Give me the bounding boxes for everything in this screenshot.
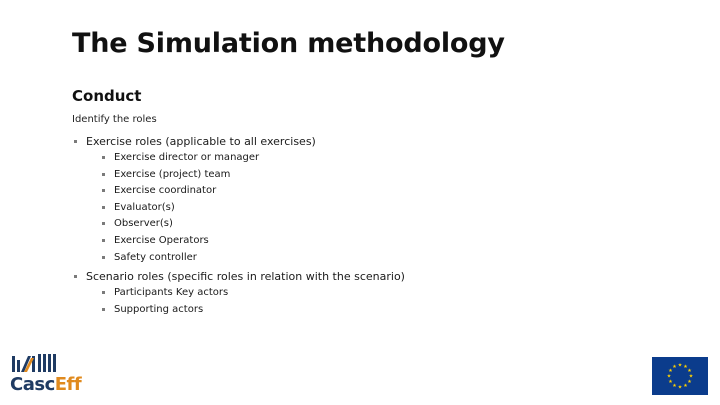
section-heading <box>72 134 316 266</box>
star-icon: ★ <box>688 373 694 380</box>
section-label: Scenario roles (specific roles in relation with the scenario) <box>86 270 405 283</box>
star-icon: ★ <box>672 383 677 390</box>
section-heading <box>72 269 405 318</box>
slide-intro: Identify the roles <box>72 114 157 125</box>
sublist <box>86 150 316 266</box>
list-item: Evaluator(s) <box>100 200 316 217</box>
list-item: Exercise coordinator <box>100 183 316 200</box>
eu-flag-icon <box>652 357 708 395</box>
eu-stars-icon <box>652 357 708 395</box>
list-item: Participants Key actors <box>100 285 405 302</box>
list-item: Exercise (project) team <box>100 167 316 184</box>
section-label: Exercise roles (applicable to all exercises) <box>86 135 316 148</box>
star-icon: ★ <box>687 379 692 386</box>
casceff-logo <box>10 352 90 398</box>
list-item: Supporting actors <box>100 302 405 319</box>
list-item: Safety controller <box>100 250 316 267</box>
scenario-roles-list <box>72 269 405 318</box>
star-icon: ★ <box>677 362 683 369</box>
star-icon: ★ <box>672 364 677 371</box>
list-item: Exercise director or manager <box>100 150 316 167</box>
list-item: Observer(s) <box>100 216 316 233</box>
slide-title: The Simulation methodology <box>72 28 505 59</box>
star-icon: ★ <box>683 383 688 390</box>
slide-subtitle: Conduct <box>72 87 142 105</box>
star-icon: ★ <box>668 368 673 375</box>
casceff-wordmark: CascEff <box>10 374 82 395</box>
star-icon: ★ <box>666 373 672 380</box>
exercise-roles-list <box>72 134 316 266</box>
star-icon: ★ <box>668 379 673 386</box>
star-icon: ★ <box>687 368 692 375</box>
sublist <box>86 285 405 318</box>
star-icon: ★ <box>683 364 688 371</box>
star-icon: ★ <box>677 384 683 391</box>
casceff-logo-mark-icon <box>10 352 90 374</box>
list-item: Exercise Operators <box>100 233 316 250</box>
